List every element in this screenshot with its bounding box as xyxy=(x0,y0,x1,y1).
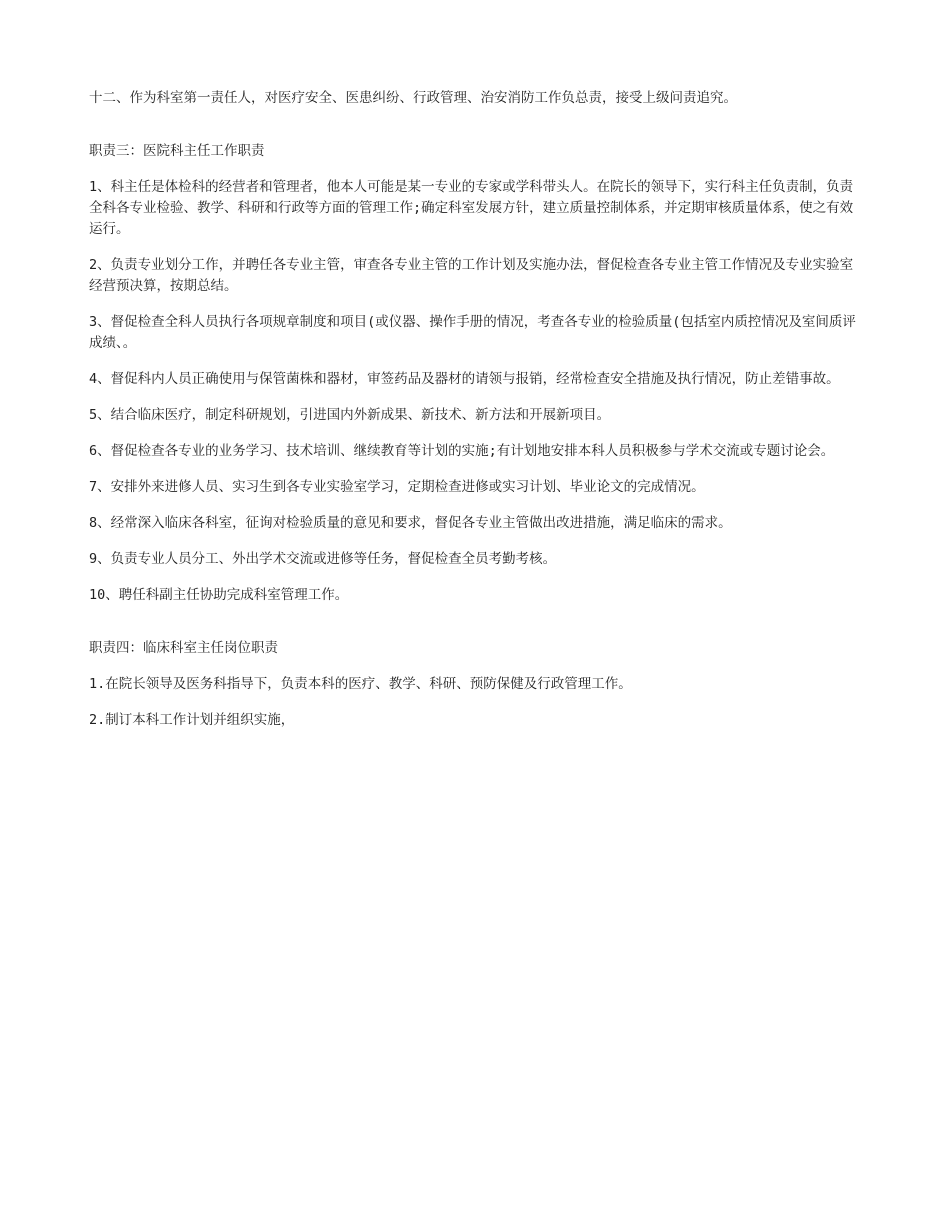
section3-heading: 职责三：医院科主任工作职责 xyxy=(89,143,265,159)
section3-item-7: 7、安排外来进修人员、实习生到各专业实验室学习，定期检查进修或实习计划、毕业论文的完成情况。 xyxy=(89,479,705,495)
section3-item-3: 3、督促检查全科人员执行各项规章制度和项目(或仪器、操作手册的情况，考查各专业的检验质量(包括室内质控情况及室间质评成绩、。 xyxy=(89,314,856,351)
section3-item-9: 9、负责专业人员分工、外出学术交流或进修等任务，督促检查全员考勤考核。 xyxy=(89,551,557,567)
section4-item-1: 1.在院长领导及医务科指导下，负责本科的医疗、教学、科研、预防保健及行政管理工作。 xyxy=(89,676,632,692)
section3-item-8: 8、经常深入临床各科室，征询对检验质量的意见和要求，督促各专业主管做出改进措施，满足临床的需求。 xyxy=(89,515,732,531)
section3-item-5: 5、结合临床医疗，制定科研规划，引进国内外新成果、新技术、新方法和开展新项目。 xyxy=(89,407,611,423)
document-page xyxy=(89,88,864,746)
intro-paragraph: 十二、作为科室第一责任人，对医疗安全、医患纠纷、行政管理、治安消防工作负总责，接受上级问责追究。 xyxy=(89,90,737,106)
section3-item-4: 4、督促科内人员正确使用与保管菌株和器材，审签药品及器材的请领与报销，经常检查安全措施及执行情况，防止差错事故。 xyxy=(89,371,840,387)
section4-item-2: 2.制订本科工作计划并组织实施， xyxy=(89,712,295,728)
section3-item-6: 6、督促检查各专业的业务学习、技术培训、继续教育等计划的实施;有计划地安排本科人员积极参与学术交流或专题讨论会。 xyxy=(89,443,835,459)
section3-item-2: 2、负责专业划分工作，并聘任各专业主管，审查各专业主管的工作计划及实施办法，督促检查各专业主管工作情况及专业实验室经营预决算，按期总结。 xyxy=(89,257,854,294)
section3-item-1: 1、科主任是体检科的经营者和管理者，他本人可能是某一专业的专家或学科带头人。在院长的领导下，实行科主任负责制，负责全科各专业检验、教学、科研和行政等方面的管理工作;确定科室发展方针，建立质量控制体系，并定期审核质量体系，使之有效运行。 xyxy=(89,179,854,237)
section3-item-10: 10、聘任科副主任协助完成科室管理工作。 xyxy=(89,587,349,603)
section4-heading: 职责四：临床科室主任岗位职责 xyxy=(89,640,278,656)
